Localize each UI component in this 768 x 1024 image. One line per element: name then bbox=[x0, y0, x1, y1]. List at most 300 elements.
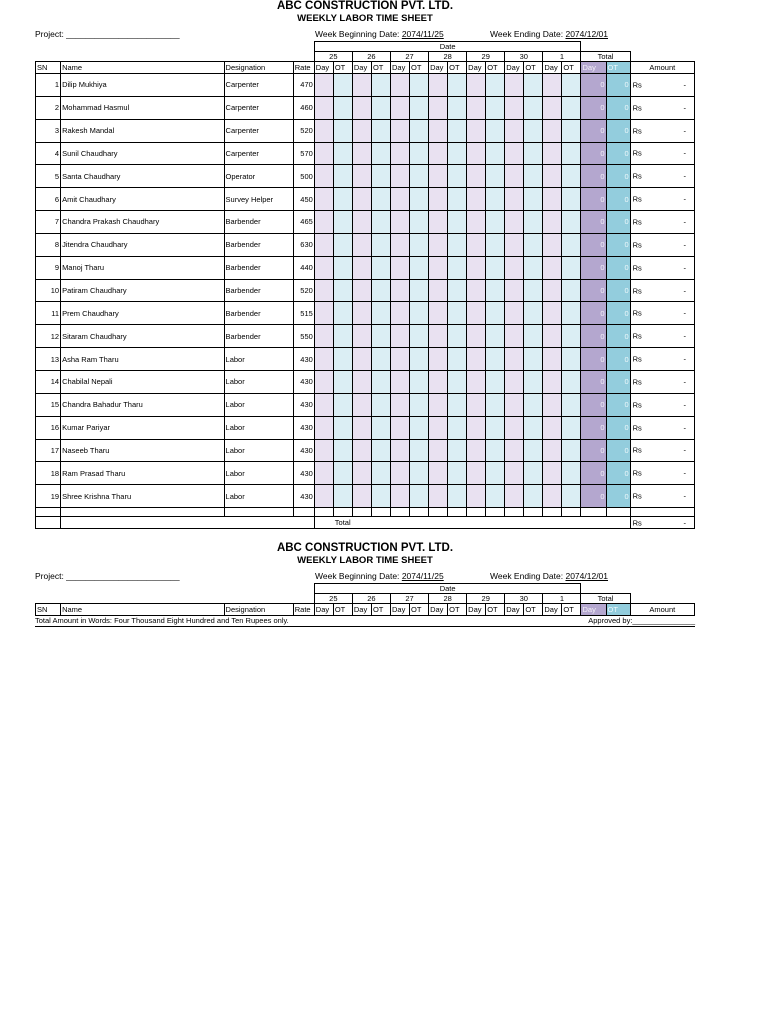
day-hours-input[interactable] bbox=[352, 256, 371, 279]
ot-hours-input[interactable] bbox=[524, 74, 543, 97]
ot-hours-input[interactable] bbox=[371, 165, 390, 188]
day-hours-input[interactable] bbox=[543, 393, 562, 416]
day-hours-input[interactable] bbox=[505, 96, 524, 119]
day-hours-input[interactable] bbox=[543, 439, 562, 462]
worker-name-cell: Asha Ram Tharu bbox=[61, 348, 224, 371]
day-hours-input[interactable] bbox=[390, 439, 409, 462]
day-hours-input[interactable] bbox=[352, 188, 371, 211]
ot-hours-input[interactable] bbox=[448, 165, 467, 188]
table-row bbox=[36, 96, 695, 119]
day-hours-input[interactable] bbox=[429, 279, 448, 302]
ot-hours-input[interactable] bbox=[486, 416, 505, 439]
day-hours-input[interactable] bbox=[429, 485, 448, 508]
ot-hours-input[interactable] bbox=[562, 439, 581, 462]
ot-hours-input[interactable] bbox=[333, 119, 352, 142]
day-hours-input[interactable] bbox=[429, 165, 448, 188]
day-hours-input[interactable] bbox=[543, 325, 562, 348]
header-spacer bbox=[36, 42, 315, 52]
day-hours-input[interactable] bbox=[429, 439, 448, 462]
day-hours-input[interactable] bbox=[505, 462, 524, 485]
day-hours-input[interactable] bbox=[390, 188, 409, 211]
day-hours-input[interactable] bbox=[352, 74, 371, 97]
day-hours-input[interactable] bbox=[505, 256, 524, 279]
day-hours-input[interactable] bbox=[390, 416, 409, 439]
ot-hours-input[interactable] bbox=[371, 211, 390, 234]
day-hours-input[interactable] bbox=[429, 393, 448, 416]
week-ending-value[interactable]: 2074/12/01 bbox=[565, 571, 609, 581]
day-hours-input[interactable] bbox=[314, 233, 333, 256]
ot-hours-input[interactable] bbox=[448, 142, 467, 165]
amount-value: - bbox=[683, 491, 686, 501]
ot-hours-input[interactable] bbox=[410, 211, 429, 234]
ot-hours-input[interactable] bbox=[371, 325, 390, 348]
week-ending-value[interactable]: 2074/12/01 bbox=[565, 29, 609, 39]
day-hours-input[interactable] bbox=[505, 348, 524, 371]
project-field[interactable]: Project: ________________________ bbox=[35, 29, 180, 39]
day-hours-input[interactable] bbox=[467, 370, 486, 393]
ot-hours-input[interactable] bbox=[486, 188, 505, 211]
designation-cell: Barbender bbox=[224, 211, 293, 234]
ot-hours-input[interactable] bbox=[524, 233, 543, 256]
day-hours-input[interactable] bbox=[314, 370, 333, 393]
day-hours-input[interactable] bbox=[467, 256, 486, 279]
day-hours-input[interactable] bbox=[467, 165, 486, 188]
ot-hours-input[interactable] bbox=[333, 370, 352, 393]
day-hours-input[interactable] bbox=[390, 370, 409, 393]
day-hours-input[interactable] bbox=[352, 302, 371, 325]
day-hours-input[interactable] bbox=[352, 279, 371, 302]
ot-hours-input[interactable] bbox=[371, 439, 390, 462]
amount-cell bbox=[630, 348, 694, 371]
day-hours-input[interactable] bbox=[467, 416, 486, 439]
ot-hours-input[interactable] bbox=[333, 302, 352, 325]
day-hours-input[interactable] bbox=[467, 119, 486, 142]
ot-hours-input[interactable] bbox=[371, 233, 390, 256]
day-hours-input[interactable] bbox=[543, 96, 562, 119]
ot-hours-input[interactable] bbox=[448, 74, 467, 97]
rate-cell: 430 bbox=[293, 439, 314, 462]
ot-hours-input[interactable] bbox=[410, 165, 429, 188]
day-hours-input[interactable] bbox=[314, 439, 333, 462]
ot-hours-input[interactable] bbox=[524, 142, 543, 165]
ot-hours-input[interactable] bbox=[524, 256, 543, 279]
day-hours-input[interactable] bbox=[390, 348, 409, 371]
ot-hours-input[interactable] bbox=[486, 325, 505, 348]
day-hours-input[interactable] bbox=[505, 119, 524, 142]
day-hours-input[interactable] bbox=[543, 119, 562, 142]
ot-hours-input[interactable] bbox=[448, 279, 467, 302]
total-ot-cell: 0 bbox=[606, 233, 630, 256]
ot-hours-input[interactable] bbox=[333, 211, 352, 234]
day-hours-input[interactable] bbox=[390, 142, 409, 165]
day-hours-input[interactable] bbox=[543, 142, 562, 165]
day-hours-input[interactable] bbox=[467, 302, 486, 325]
day-hours-input[interactable] bbox=[543, 165, 562, 188]
currency-label: Rs bbox=[632, 400, 642, 410]
day-hours-input[interactable] bbox=[390, 485, 409, 508]
day-hours-input[interactable] bbox=[467, 485, 486, 508]
sn-cell: 2 bbox=[36, 96, 61, 119]
day-hours-input[interactable] bbox=[467, 233, 486, 256]
ot-hours-input[interactable] bbox=[371, 485, 390, 508]
day-hours-input[interactable] bbox=[390, 462, 409, 485]
day-hours-input[interactable] bbox=[352, 211, 371, 234]
day-hours-input[interactable] bbox=[467, 96, 486, 119]
ot-hours-input[interactable] bbox=[562, 462, 581, 485]
day-hours-input[interactable] bbox=[390, 302, 409, 325]
ot-hours-input[interactable] bbox=[333, 348, 352, 371]
day-hours-input[interactable] bbox=[505, 165, 524, 188]
ot-hours-input[interactable] bbox=[333, 393, 352, 416]
ot-hours-input[interactable] bbox=[486, 462, 505, 485]
day-hours-input[interactable] bbox=[352, 325, 371, 348]
ot-hours-input[interactable] bbox=[448, 119, 467, 142]
ot-hours-input[interactable] bbox=[371, 416, 390, 439]
day-hours-input[interactable] bbox=[314, 211, 333, 234]
day-hours-input[interactable] bbox=[429, 462, 448, 485]
ot-hours-input[interactable] bbox=[448, 462, 467, 485]
ot-hours-input[interactable] bbox=[524, 188, 543, 211]
day-hours-input[interactable] bbox=[505, 485, 524, 508]
ot-header: OT bbox=[486, 604, 505, 616]
ot-hours-input[interactable] bbox=[486, 165, 505, 188]
ot-hours-input[interactable] bbox=[410, 74, 429, 97]
day-hours-input[interactable] bbox=[467, 211, 486, 234]
day-hours-input[interactable] bbox=[390, 165, 409, 188]
ot-hours-input[interactable] bbox=[562, 142, 581, 165]
ot-hours-input[interactable] bbox=[562, 416, 581, 439]
day-hours-input[interactable] bbox=[543, 485, 562, 508]
ot-hours-input[interactable] bbox=[371, 302, 390, 325]
ot-hours-input[interactable] bbox=[410, 142, 429, 165]
day-hours-input[interactable] bbox=[352, 96, 371, 119]
day-hours-input[interactable] bbox=[352, 370, 371, 393]
day-hours-input[interactable] bbox=[505, 325, 524, 348]
day-hours-input[interactable] bbox=[390, 393, 409, 416]
ot-hours-input[interactable] bbox=[448, 416, 467, 439]
day-hours-input[interactable] bbox=[429, 416, 448, 439]
day-hours-input[interactable] bbox=[314, 485, 333, 508]
ot-hours-input[interactable] bbox=[486, 256, 505, 279]
ot-hours-input[interactable] bbox=[371, 142, 390, 165]
ot-hours-input[interactable] bbox=[333, 416, 352, 439]
ot-hours-input[interactable] bbox=[486, 302, 505, 325]
day-hours-input[interactable] bbox=[352, 348, 371, 371]
ot-hours-input[interactable] bbox=[524, 325, 543, 348]
day-hours-input[interactable] bbox=[390, 119, 409, 142]
ot-hours-input[interactable] bbox=[486, 439, 505, 462]
day-hours-input[interactable] bbox=[467, 188, 486, 211]
ot-hours-input[interactable] bbox=[562, 233, 581, 256]
day-hours-input[interactable] bbox=[505, 233, 524, 256]
day-hours-input[interactable] bbox=[352, 462, 371, 485]
day-hours-input[interactable] bbox=[352, 439, 371, 462]
day-hours-input[interactable] bbox=[467, 142, 486, 165]
sn-cell: 17 bbox=[36, 439, 61, 462]
day-hours-input[interactable] bbox=[314, 74, 333, 97]
day-hours-input[interactable] bbox=[505, 211, 524, 234]
ot-hours-input[interactable] bbox=[524, 416, 543, 439]
ot-hours-input[interactable] bbox=[562, 325, 581, 348]
day-hours-input[interactable] bbox=[429, 256, 448, 279]
day-hours-input[interactable] bbox=[505, 279, 524, 302]
day-hours-input[interactable] bbox=[352, 393, 371, 416]
day-hours-input[interactable] bbox=[314, 348, 333, 371]
ot-hours-input[interactable] bbox=[371, 348, 390, 371]
day-hours-input[interactable] bbox=[429, 188, 448, 211]
day-hours-input[interactable] bbox=[543, 462, 562, 485]
ot-hours-input[interactable] bbox=[448, 370, 467, 393]
day-hours-input[interactable] bbox=[543, 348, 562, 371]
ot-hours-input[interactable] bbox=[371, 256, 390, 279]
day-hours-input[interactable] bbox=[467, 325, 486, 348]
day-hours-input[interactable] bbox=[429, 142, 448, 165]
day-hours-input[interactable] bbox=[543, 256, 562, 279]
day-hours-input[interactable] bbox=[505, 142, 524, 165]
ot-hours-input[interactable] bbox=[371, 462, 390, 485]
ot-hours-input[interactable] bbox=[410, 348, 429, 371]
day-hours-input[interactable] bbox=[429, 370, 448, 393]
day-hours-input[interactable] bbox=[352, 142, 371, 165]
week-beginning-value[interactable]: 2074/11/25 bbox=[401, 571, 444, 581]
ot-hours-input[interactable] bbox=[333, 256, 352, 279]
day-hours-input[interactable] bbox=[314, 96, 333, 119]
ot-hours-input[interactable] bbox=[562, 256, 581, 279]
ot-hours-input[interactable] bbox=[524, 393, 543, 416]
day-hours-input[interactable] bbox=[467, 279, 486, 302]
ot-hours-input[interactable] bbox=[524, 279, 543, 302]
ot-hours-input[interactable] bbox=[333, 462, 352, 485]
ot-hours-input[interactable] bbox=[410, 416, 429, 439]
ot-hours-input[interactable] bbox=[486, 74, 505, 97]
ot-hours-input[interactable] bbox=[486, 370, 505, 393]
ot-hours-input[interactable] bbox=[524, 462, 543, 485]
ot-hours-input[interactable] bbox=[524, 96, 543, 119]
day-hours-input[interactable] bbox=[314, 279, 333, 302]
ot-hours-input[interactable] bbox=[333, 165, 352, 188]
ot-hours-input[interactable] bbox=[333, 74, 352, 97]
ot-hours-input[interactable] bbox=[448, 256, 467, 279]
day-hours-input[interactable] bbox=[390, 325, 409, 348]
ot-hours-input[interactable] bbox=[448, 96, 467, 119]
day-hours-input[interactable] bbox=[314, 142, 333, 165]
ot-hours-input[interactable] bbox=[333, 142, 352, 165]
ot-hours-input[interactable] bbox=[371, 188, 390, 211]
ot-hours-input[interactable] bbox=[333, 325, 352, 348]
day-hours-input[interactable] bbox=[543, 302, 562, 325]
ot-hours-input[interactable] bbox=[410, 233, 429, 256]
empty-cell bbox=[293, 508, 314, 517]
day-hours-input[interactable] bbox=[467, 439, 486, 462]
ot-hours-input[interactable] bbox=[562, 279, 581, 302]
ot-hours-input[interactable] bbox=[448, 188, 467, 211]
day-hours-input[interactable] bbox=[352, 119, 371, 142]
day-hours-input[interactable] bbox=[505, 370, 524, 393]
header-spacer bbox=[36, 594, 315, 604]
day-hours-input[interactable] bbox=[314, 325, 333, 348]
ot-hours-input[interactable] bbox=[333, 188, 352, 211]
ot-hours-input[interactable] bbox=[524, 211, 543, 234]
ot-hours-input[interactable] bbox=[562, 370, 581, 393]
ot-hours-input[interactable] bbox=[410, 325, 429, 348]
day-hours-input[interactable] bbox=[505, 439, 524, 462]
day-hours-input[interactable] bbox=[543, 233, 562, 256]
day-hours-input[interactable] bbox=[314, 416, 333, 439]
ot-hours-input[interactable] bbox=[486, 142, 505, 165]
day-hours-input[interactable] bbox=[429, 96, 448, 119]
amount-cell bbox=[630, 393, 694, 416]
day-hours-input[interactable] bbox=[314, 119, 333, 142]
day-hours-input[interactable] bbox=[429, 348, 448, 371]
day-hours-input[interactable] bbox=[429, 302, 448, 325]
day-hours-input[interactable] bbox=[429, 119, 448, 142]
approved-by[interactable]: Approved by:_______________ bbox=[588, 616, 695, 625]
ot-hours-input[interactable] bbox=[524, 348, 543, 371]
ot-hours-input[interactable] bbox=[410, 119, 429, 142]
ot-hours-input[interactable] bbox=[448, 393, 467, 416]
ot-hours-input[interactable] bbox=[562, 96, 581, 119]
ot-hours-input[interactable] bbox=[448, 325, 467, 348]
ot-hours-input[interactable] bbox=[371, 279, 390, 302]
day-hours-input[interactable] bbox=[505, 188, 524, 211]
ot-hours-input[interactable] bbox=[562, 119, 581, 142]
day-hours-input[interactable] bbox=[543, 211, 562, 234]
ot-hours-input[interactable] bbox=[448, 348, 467, 371]
ot-hours-input[interactable] bbox=[410, 256, 429, 279]
ot-hours-input[interactable] bbox=[524, 119, 543, 142]
day-hours-input[interactable] bbox=[352, 233, 371, 256]
ot-hours-input[interactable] bbox=[448, 439, 467, 462]
sn-header: SN bbox=[36, 62, 61, 74]
ot-hours-input[interactable] bbox=[562, 188, 581, 211]
day-hours-input[interactable] bbox=[352, 416, 371, 439]
day-hours-input[interactable] bbox=[429, 325, 448, 348]
ot-hours-input[interactable] bbox=[486, 211, 505, 234]
day-hours-input[interactable] bbox=[543, 279, 562, 302]
ot-hours-input[interactable] bbox=[333, 233, 352, 256]
day-hours-input[interactable] bbox=[314, 188, 333, 211]
table-row bbox=[36, 165, 695, 188]
amount-value: - bbox=[683, 445, 686, 455]
day-hours-input[interactable] bbox=[314, 393, 333, 416]
ot-hours-input[interactable] bbox=[448, 302, 467, 325]
day-hours-input[interactable] bbox=[314, 462, 333, 485]
ot-hours-input[interactable] bbox=[410, 439, 429, 462]
day-hours-input[interactable] bbox=[429, 74, 448, 97]
day-hours-input[interactable] bbox=[390, 211, 409, 234]
ot-hours-input[interactable] bbox=[486, 348, 505, 371]
day-hours-input[interactable] bbox=[429, 211, 448, 234]
ot-hours-input[interactable] bbox=[486, 119, 505, 142]
total-day-cell: 0 bbox=[581, 370, 606, 393]
day-hours-input[interactable] bbox=[314, 165, 333, 188]
ot-hours-input[interactable] bbox=[410, 302, 429, 325]
ot-hours-input[interactable] bbox=[333, 96, 352, 119]
ot-hours-input[interactable] bbox=[524, 165, 543, 188]
ot-hours-input[interactable] bbox=[371, 393, 390, 416]
day-hours-input[interactable] bbox=[505, 74, 524, 97]
empty-cell bbox=[352, 508, 371, 517]
ot-hours-input[interactable] bbox=[371, 74, 390, 97]
ot-hours-input[interactable] bbox=[410, 370, 429, 393]
ot-hours-input[interactable] bbox=[333, 439, 352, 462]
ot-hours-input[interactable] bbox=[410, 485, 429, 508]
ot-hours-input[interactable] bbox=[524, 302, 543, 325]
ot-hours-input[interactable] bbox=[524, 370, 543, 393]
ot-hours-input[interactable] bbox=[371, 119, 390, 142]
worker-name-cell: Prem Chaudhary bbox=[61, 302, 224, 325]
day-hours-input[interactable] bbox=[314, 256, 333, 279]
ot-hours-input[interactable] bbox=[524, 439, 543, 462]
ot-hours-input[interactable] bbox=[333, 485, 352, 508]
day-hours-input[interactable] bbox=[505, 416, 524, 439]
ot-hours-input[interactable] bbox=[562, 348, 581, 371]
ot-hours-input[interactable] bbox=[448, 233, 467, 256]
ot-hours-input[interactable] bbox=[371, 96, 390, 119]
ot-hours-input[interactable] bbox=[486, 393, 505, 416]
day-hours-input[interactable] bbox=[390, 279, 409, 302]
amount-value: - bbox=[683, 103, 686, 113]
ot-hours-input[interactable] bbox=[524, 485, 543, 508]
day-hours-input[interactable] bbox=[543, 188, 562, 211]
ot-hours-input[interactable] bbox=[448, 211, 467, 234]
ot-hours-input[interactable] bbox=[562, 211, 581, 234]
ot-hours-input[interactable] bbox=[410, 96, 429, 119]
day-hours-input[interactable] bbox=[505, 393, 524, 416]
day-hours-input[interactable] bbox=[505, 302, 524, 325]
day-hours-input[interactable] bbox=[543, 416, 562, 439]
ot-hours-input[interactable] bbox=[333, 279, 352, 302]
ot-hours-input[interactable] bbox=[562, 165, 581, 188]
day-hours-input[interactable] bbox=[429, 233, 448, 256]
day-hours-input[interactable] bbox=[352, 485, 371, 508]
ot-hours-input[interactable] bbox=[410, 188, 429, 211]
ot-hours-input[interactable] bbox=[562, 74, 581, 97]
ot-hours-input[interactable] bbox=[562, 302, 581, 325]
date-column-header: 28 bbox=[429, 52, 467, 62]
total-ot-cell: 0 bbox=[606, 439, 630, 462]
ot-hours-input[interactable] bbox=[486, 485, 505, 508]
ot-hours-input[interactable] bbox=[486, 279, 505, 302]
ot-hours-input[interactable] bbox=[371, 370, 390, 393]
empty-cell bbox=[467, 508, 486, 517]
day-hours-input[interactable] bbox=[467, 393, 486, 416]
day-hours-input[interactable] bbox=[467, 462, 486, 485]
ot-hours-input[interactable] bbox=[486, 233, 505, 256]
week-beginning-value[interactable]: 2074/11/25 bbox=[401, 29, 444, 39]
ot-hours-input[interactable] bbox=[410, 462, 429, 485]
ot-hours-input[interactable] bbox=[486, 96, 505, 119]
ot-hours-input[interactable] bbox=[410, 393, 429, 416]
ot-hours-input[interactable] bbox=[410, 279, 429, 302]
designation-cell: Carpenter bbox=[224, 142, 293, 165]
day-hours-input[interactable] bbox=[390, 96, 409, 119]
day-hours-input[interactable] bbox=[390, 233, 409, 256]
day-hours-input[interactable] bbox=[543, 74, 562, 97]
day-hours-input[interactable] bbox=[390, 74, 409, 97]
day-hours-input[interactable] bbox=[467, 74, 486, 97]
day-hours-input[interactable] bbox=[543, 370, 562, 393]
day-hours-input[interactable] bbox=[314, 302, 333, 325]
ot-hours-input[interactable] bbox=[448, 485, 467, 508]
ot-hours-input[interactable] bbox=[562, 485, 581, 508]
day-hours-input[interactable] bbox=[467, 348, 486, 371]
total-day-cell: 0 bbox=[581, 119, 606, 142]
ot-hours-input[interactable] bbox=[562, 393, 581, 416]
day-hours-input[interactable] bbox=[390, 256, 409, 279]
project-field[interactable]: Project: ________________________ bbox=[35, 571, 180, 581]
day-hours-input[interactable] bbox=[352, 165, 371, 188]
